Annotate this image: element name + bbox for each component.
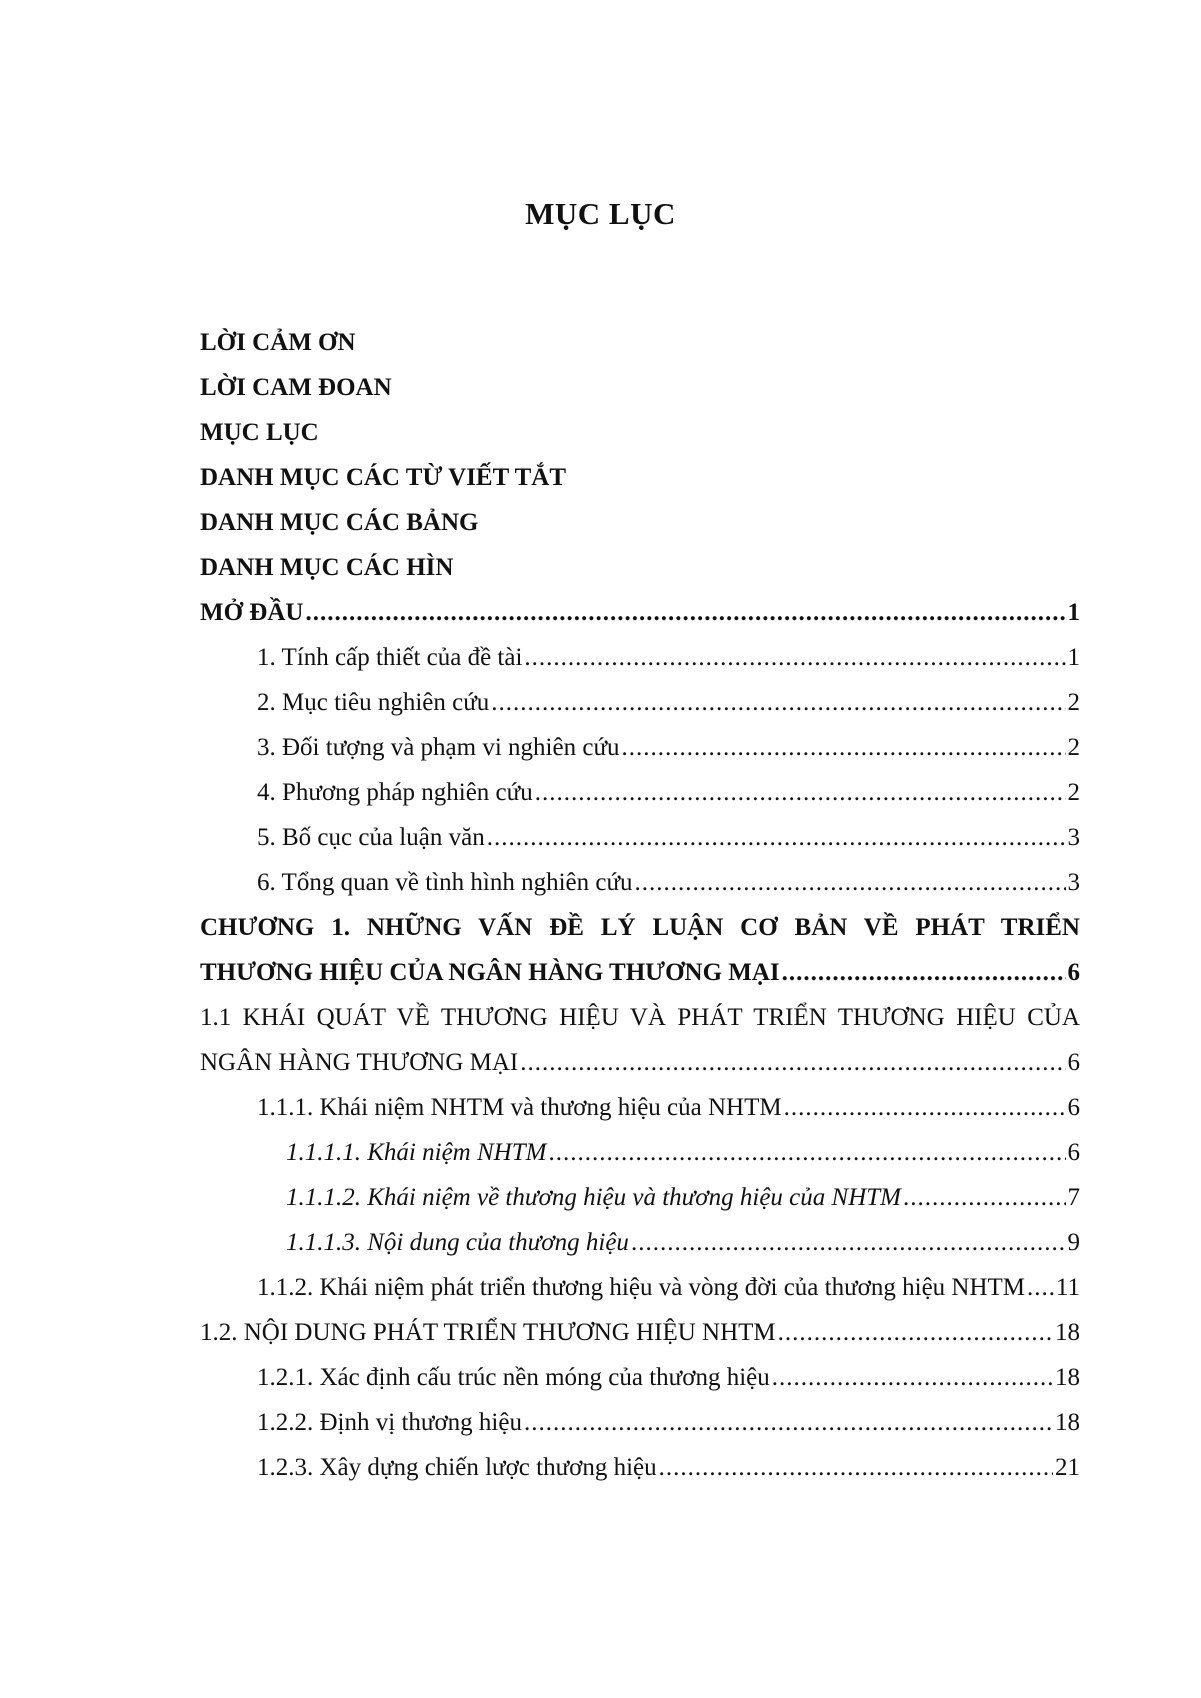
toc-section-1-1-line-2[interactable] [200,1040,1080,1085]
toc-section-1-2-2[interactable] [200,1400,1080,1445]
leader-dots [778,1310,1053,1355]
leader-dots [903,1175,1066,1220]
toc-entry-label: 1.2.1. Xác định cấu trúc nền móng của thương hiệu [257,1364,770,1391]
toc-intro-item-3[interactable] [200,725,1080,770]
toc-front-figures[interactable] [200,545,1080,590]
toc-entry-label: 1.1.1.3. Nội dung của thương hiệu [286,1229,629,1256]
toc-page-number: 2 [1067,779,1080,806]
toc-page-number: 6 [1067,1094,1080,1121]
toc-page-number: 9 [1067,1229,1080,1256]
toc-page-number: 6 [1067,1049,1080,1076]
toc-page-number: 1 [1067,644,1080,671]
leader-dots [622,725,1066,770]
toc-intro-item-5[interactable] [200,815,1080,860]
toc-section-1-1-1-1[interactable] [200,1130,1080,1175]
toc-page-number: 11 [1055,1274,1080,1301]
toc-entry-label: 1.2.2. Định vị thương hiệu [257,1409,522,1436]
toc-page-number: 2 [1067,689,1080,716]
toc-entry-label: LỜI CAM ĐOAN [200,374,392,401]
toc-intro-item-2[interactable] [200,680,1080,725]
toc-section-1-2[interactable] [200,1310,1080,1355]
toc-entry-label: MỤC LỤC [200,419,319,446]
toc-section-1-2-1[interactable] [200,1355,1080,1400]
toc-section-1-1-1[interactable] [200,1085,1080,1130]
toc-entry-label: MỞ ĐẦU [200,599,304,626]
toc-page-number: 3 [1067,869,1080,896]
toc-entry-label: 1.2. NỘI DUNG PHÁT TRIỂN THƯƠNG HIỆU NHTM [200,1319,776,1346]
toc-entry-label: 1.1.1.1. Khái niệm NHTM [286,1139,547,1166]
toc-front-contents[interactable] [200,410,1080,455]
toc-entry-label: 1.1.1. Khái niệm NHTM và thương hiệu của NHTM [257,1094,782,1121]
leader-dots [520,1040,1065,1085]
leader-dots [1027,1265,1054,1310]
toc-entry-label: 6. Tổng quan về tình hình nghiên cứu [257,869,633,896]
toc-section-1-1-1-3[interactable] [200,1220,1080,1265]
toc-page-number: 18 [1055,1364,1080,1391]
toc-entry-label: DANH MỤC CÁC BẢNG [200,509,479,536]
toc-entry-label: 5. Bố cục của luận văn [257,824,485,851]
toc-front-declaration[interactable] [200,365,1080,410]
leader-dots [772,1355,1053,1400]
toc-intro[interactable] [200,590,1080,635]
leader-dots [535,770,1066,815]
toc-section-1-1-1-2[interactable] [200,1175,1080,1220]
toc-section-1-1-2[interactable] [200,1265,1080,1310]
toc-entry-label: 1.2.3. Xây dựng chiến lược thương hiệu [257,1454,657,1481]
toc-entry-label: CHƯƠNG 1. NHỮNG VẤN ĐỀ LÝ LUẬN CƠ BẢN VỀ PHÁT TRIỂN [200,914,1080,941]
toc-front-acknowledgement[interactable] [200,320,1080,365]
toc-entry-label: THƯƠNG HIỆU CỦA NGÂN HÀNG THƯƠNG MẠI [200,959,780,986]
toc-section-1-1-line-1[interactable] [200,995,1080,1040]
leader-dots [782,950,1066,995]
toc-front-abbreviations[interactable] [200,455,1080,500]
leader-dots [487,815,1066,860]
toc-page-number: 1 [1067,599,1080,626]
toc-intro-item-1[interactable] [200,635,1080,680]
toc-entry-label: 1.1 KHÁI QUÁT VỀ THƯƠNG HIỆU VÀ PHÁT TRIỂN THƯƠNG HIỆU CỦA [200,1004,1080,1031]
page-title: MỤC LỤC [525,196,676,231]
toc-intro-item-4[interactable] [200,770,1080,815]
leader-dots [524,635,1065,680]
toc-entry-label: 2. Mục tiêu nghiên cứu [257,689,490,716]
toc-entry-label: 1.1.1.2. Khái niệm về thương hiệu và thương hiệu của NHTM [286,1184,901,1211]
toc-page-number: 6 [1067,1139,1080,1166]
toc-entry-label: LỜI CẢM ƠN [200,329,356,356]
leader-dots [631,1220,1066,1265]
toc-page-number: 18 [1055,1319,1080,1346]
leader-dots [784,1085,1066,1130]
toc-chapter-1-line-2[interactable] [200,950,1080,995]
toc-entry-label: 3. Đối tượng và phạm vi nghiên cứu [257,734,620,761]
toc-entry-label: 4. Phương pháp nghiên cứu [257,779,533,806]
table-of-contents [200,320,1080,1490]
toc-entry-label: DANH MỤC CÁC HÌN [200,554,454,581]
toc-entry-label: NGÂN HÀNG THƯƠNG MẠI [200,1049,519,1076]
leader-dots [548,1130,1065,1175]
toc-page-number: 7 [1067,1184,1080,1211]
toc-page-number: 21 [1055,1454,1080,1481]
toc-front-tables[interactable] [200,500,1080,545]
toc-entry-label: 1. Tính cấp thiết của đề tài [257,644,523,671]
toc-page-number: 18 [1055,1409,1080,1436]
toc-section-1-2-3[interactable] [200,1445,1080,1490]
leader-dots [524,1400,1053,1445]
leader-dots [491,680,1065,725]
toc-page-number: 3 [1067,824,1080,851]
leader-dots [659,1445,1053,1490]
leader-dots [635,860,1066,905]
toc-chapter-1-line-1[interactable] [200,905,1080,950]
leader-dots [305,590,1065,635]
toc-page-number: 2 [1067,734,1080,761]
toc-entry-label: DANH MỤC CÁC TỪ VIẾT TẮT [200,464,567,491]
toc-page-number: 6 [1067,959,1080,986]
toc-entry-label: 1.1.2. Khái niệm phát triển thương hiệu và vòng đời của thương hiệu NHTM [257,1274,1026,1301]
toc-intro-item-6[interactable] [200,860,1080,905]
